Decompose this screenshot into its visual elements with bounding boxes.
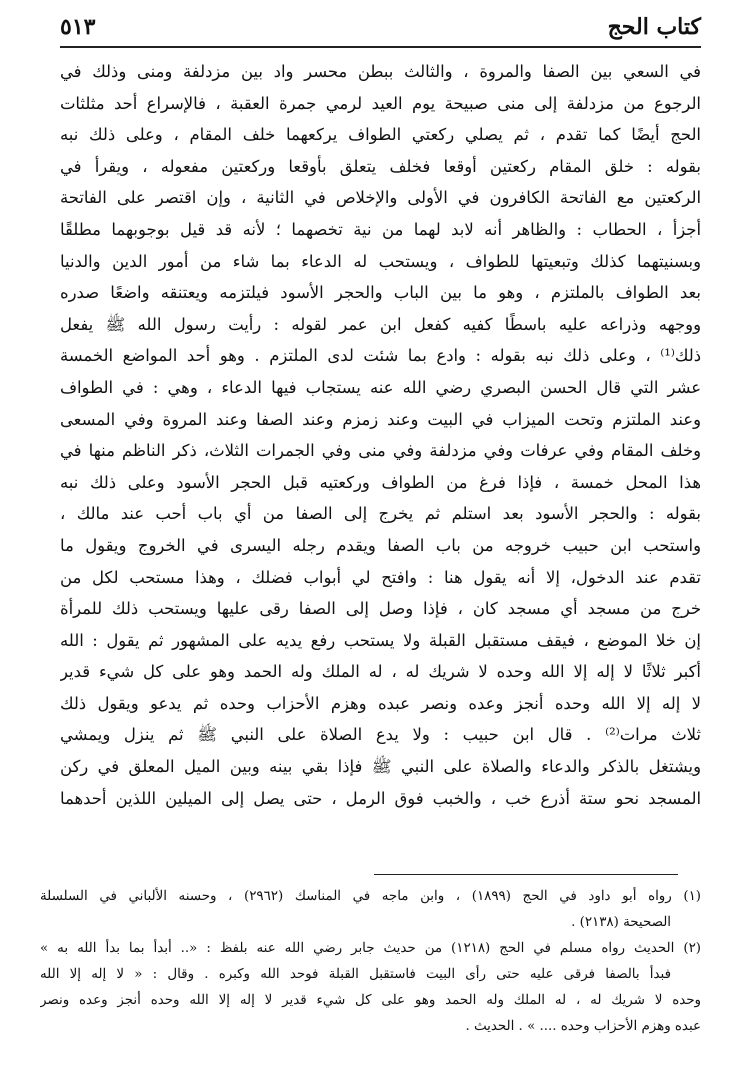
main-text [60,56,701,814]
text-line: الحج أيضًا كما تقدم ، ثم يصلي ركعتي الطواف يركعهما خلف المقام ، وعلى ذلك نبه [60,125,701,145]
footnote-line: فبدأ بالصفا فرقى عليه حتى رأى البيت فاستقبل القبلة فوحد الله وكبره . وقال : « لا إله إلا الله [40,967,671,982]
text-line: عشر التي قال الحسن البصري رضي الله عنه يستجاب فيها الدعاء ، وهي : في الطواف [60,377,701,397]
text-line: أجزأ ، الحطاب : والظاهر أنه لابد لهما من نية تخصهما ؛ لأنه قد قيل بوجوبهما مطلقًا [60,219,701,239]
page-number: ٥١٣ [60,14,96,40]
text-line: إن خلا الموضع ، فيقف مستقبل القبلة ولا يستحب رفع يديه على المشهور ثم يقول : الله [60,630,701,650]
text-line: واستحب ابن حبيب خروجه من باب الصفا ويقدم رجله اليسرى في الخروج ويقول ما [60,535,701,555]
text-line: في السعي بين الصفا والمروة ، والثالث ببطن محسر واد بين مزدلفة ومنى وذلك في [60,62,701,81]
text-line: أكبر ثلاثًا لا إله إلا الله وحده لا شريك له ، له الملك وله الحمد وهو على كل شيء قدير [60,662,701,682]
text-line: المسجد نحو ستة أذرع خب ، والخبب فوق الرمل ، حتى يصل إلى الميلين اللذين أحدهما [60,788,701,808]
footnote-line: عبده وهزم الأحزاب وحده .... » . الحديث . [465,1019,701,1034]
text-line: وعند الملتزم وتحت الميزاب في البيت وعند زمزم وعند الصفا وعند المروة وفي المسعى [60,409,701,429]
text-line: لا إله إلا الله وحده أنجز وعده ونصر عبده وهزم الأحزاب وحده ثم يدعو ويقول ذلك [60,693,701,713]
text-line: بقوله : والحجر الأسود بعد استلم ثم يخرج إلى الصفا من أي باب أحب عند مالك ، [60,504,701,524]
text-line: الرجوع من مزدلفة إلى منى صبيحة يوم العيد لرمي جمرة العقبة ، فالإسراع أحد مثلثات [60,93,701,113]
text-line: وخلف المقام وفي عرفات وفي مزدلفة وفي منى وفي الجمرات الثلاث، ذكر الناظم منها في [60,441,701,461]
text-line: ثلاث مرات⁽²⁾ . قال ابن حبيب : ولا يدع الصلاة على النبي ﷺ ثم ينزل ويمشي [60,725,701,745]
running-title: كتاب الحج [607,14,701,40]
text-line: خرج من مسجد أي مسجد كان ، فإذا وصل إلى الصفا رقى عليها ويستحب ذلك للمرأة [60,599,701,619]
text-line: هذا المحل خمسة ، فإذا فرغ من الطواف وركعتيه قبل الحجر الأسود وعلى ذلك نبه [60,472,701,492]
page-header [60,10,701,48]
text-line: بعد الطواف بالملتزم ، وهو ما بين الباب والحجر الأسود فيلتزمه ويعتنقه واضعًا صدره [60,283,701,303]
text-line: تقدم عند الدخول، إلا أنه يقول هنا : وافتح لي أبواب فضلك ، وهذا مستحب لكل من [60,567,701,587]
footnote-line: وحده لا شريك له ، له الملك وله الحمد وهو على كل شيء قدير لا إله إلا الله وحده أنجز وعده ونصر [40,993,701,1008]
text-line: ووجهه وذراعه عليه باسطًا كفيه كفعل ابن عمر لقوله : رأيت رسول الله ﷺ يفعل [60,314,701,334]
footnote-separator [374,874,678,875]
text-line: وبسنيتهما كذلك وتبعيتها للطواف ، ويستحب له الدعاء بما شاء من أمور الدين والدنيا [60,251,701,271]
footnotes [40,884,701,1040]
text-line: ويشتغل بالذكر والدعاء والصلاة على النبي ﷺ فإذا بقي بينه وبين الميل المعلق في ركن [60,757,701,777]
text-line: الركعتين مع الفاتحة الكافرون في الأولى والإخلاص في الثانية ، وإن اقتصر على الفاتحة [60,188,701,208]
footnote-line: (١) رواه أبو داود في الحج (١٨٩٩) ، وابن ماجه في المناسك (٢٩٦٢) ، وحسنه الألباني في السلسلة [40,889,701,904]
text-line: بقوله : خلق المقام ركعتين أوقعا فخلف يتعلق بأوقعا وركعتين مفعوله ، ويقرأ في [60,156,701,176]
footnote-line: (٢) الحديث رواه مسلم في الحج (١٢١٨) من حديث جابر رضي الله عنه بلفظ : «.. أبدأ بما بدأ الله به » [40,941,701,956]
footnote-line: الصحيحة (٢١٣٨) . [571,915,671,930]
text-line: ذلك⁽¹⁾ ، وعلى ذلك نبه بقوله : وادع بما شئت لدى الملتزم . وهو أحد المواضع الخمسة [60,346,701,366]
